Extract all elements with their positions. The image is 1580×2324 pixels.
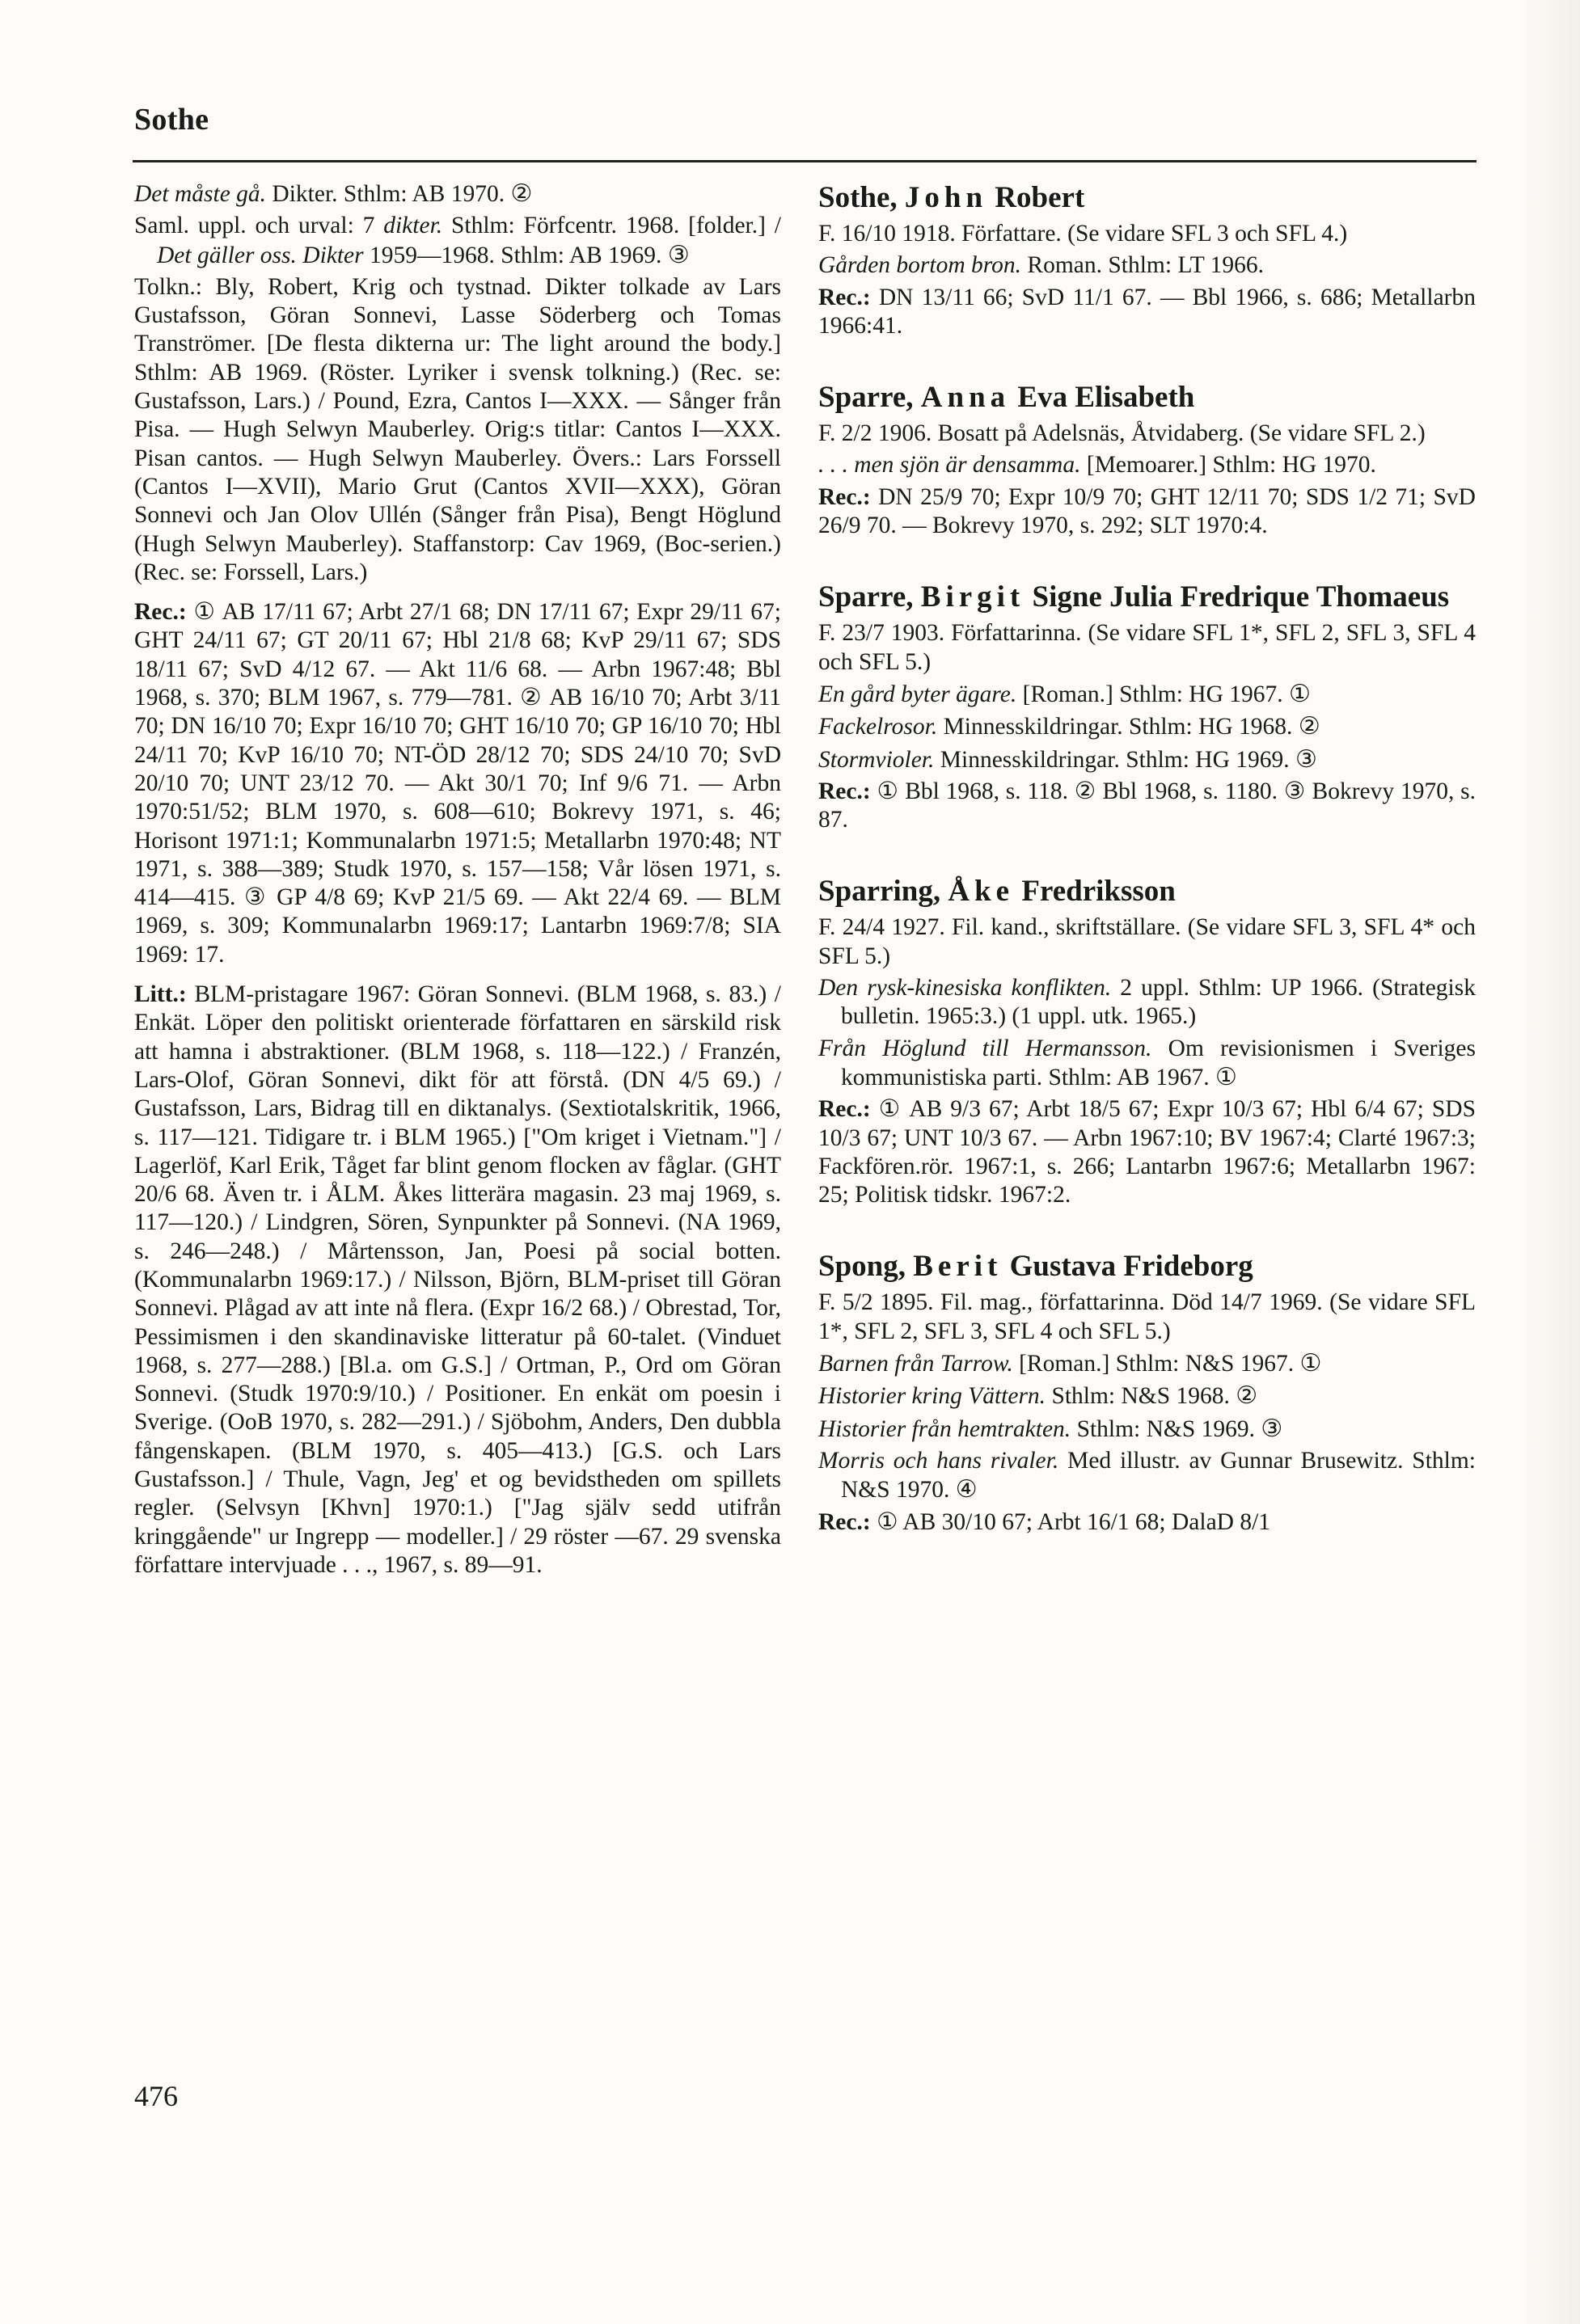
- author-surname: Spong,: [818, 1250, 914, 1284]
- author-surname: Sparre,: [818, 580, 921, 614]
- author-heading: [818, 579, 1476, 616]
- author-bio: F. 16/10 1918. Författare. (Se vidare SFL 3 och SFL 4.): [818, 221, 1348, 247]
- work-details: Minnesskildringar. Sthlm: HG 1969.: [934, 746, 1290, 773]
- work-details: [Memoarer.] Sthlm: HG 1970.: [1080, 452, 1376, 479]
- author-surname: Sothe,: [818, 181, 905, 214]
- work-entry: [134, 212, 781, 270]
- page-edge-shadow: [1523, 0, 1580, 2324]
- work-entry: [818, 680, 1476, 709]
- reviews-paragraph: [134, 598, 781, 969]
- reviews-label: Rec.:: [818, 1096, 871, 1123]
- author-entry: [818, 379, 1476, 540]
- author-entry: [818, 179, 1476, 340]
- work-entry: [818, 1349, 1476, 1378]
- reviews-text: ① AB 9/3 67; Arbt 18/5 67; Expr 10/3 67; Hbl 6/4 67; SDS 10/3 67; UNT 10/3 67. — Arbn 1967:10; BV 1967:4; Clarté 1967:3; Fackfören.rör. 1967:1, s. 266; Lantarbn 1967:6; Metallarbn 1967: 25; Politisk tidskr. 1967:2.: [818, 1096, 1476, 1208]
- work-entry: [818, 712, 1476, 741]
- work-entry: [818, 1035, 1476, 1093]
- reference-mark: ②: [1236, 1382, 1258, 1410]
- author-callname: Åke: [948, 875, 1015, 909]
- author-given-names: Robert: [987, 181, 1085, 214]
- author-given-names: Eva Elisabeth: [1010, 381, 1195, 415]
- work-title: Gården bortom bron.: [818, 252, 1022, 279]
- reviews-text: ① AB 30/10 67; Arbt 16/1 68; DalaD 8/1: [870, 1508, 1271, 1535]
- author-heading: [818, 179, 1476, 217]
- reviews-label: Rec.:: [818, 483, 871, 510]
- reviews-paragraph: [818, 1095, 1476, 1209]
- author-heading: [818, 873, 1476, 910]
- reference-mark: ②: [510, 180, 533, 207]
- work-details: Dikter. Sthlm: AB 1970.: [266, 181, 505, 207]
- work-entry: [818, 1447, 1476, 1505]
- author-bio: F. 2/2 1906. Bosatt på Adelsnäs, Åtvidaberg. (Se vidare SFL 2.): [818, 420, 1426, 447]
- work-details: 2 uppl. Sthlm: UP 1966. (Strategisk bulletin. 1965:3.) (1 uppl. utk. 1965.): [841, 975, 1476, 1030]
- author-surname: Sparring,: [818, 875, 948, 909]
- work-details: Med illustr. av Gunnar Brusewitz. Sthlm: N&S 1970.: [841, 1447, 1476, 1504]
- reviews-text: ① AB 17/11 67; Arbt 27/1 68; DN 17/11 67; Expr 29/11 67; GHT 24/11 67; GT 20/11 67; Hbl 21/8 68; KvP 29/11 67; SDS 18/11 67; SvD 4/12 67. — Akt 11/6 68. — Arbn 1967:48; Bbl 1968, s. 370; BLM 1967, s. 779—781. ② AB 16/10 70; Arbt 3/11 70; DN 16/10 70; Expr 16/10 70; GHT 16/10 70; GP 16/10 70; Hbl 24/11 70; KvP 16/10 70; NT-ÖD 28/12 70; SDS 24/10 70; SvD 20/10 70; UNT 23/12 70. — Akt 30/1 70; Inf 9/6 71. — Arbn 1970:51/52; BLM 1970, s. 608—610; Bokrevy 1971, s. 46; Horisont 1971:1; Kommunalarbn 1971:5; Metallarbn 1970:48; NT 1971, s. 388—389; Studk 1970, s. 157—158; Vår lösen 1971, s. 414—415. ③ GP 4/8 69; KvP 21/5 69. — Akt 22/4 69. — BLM 1969, s. 309; Kommunalarbn 1969:17; Lantarbn 1969:7/8; SIA 1969: 17.: [134, 599, 781, 968]
- work-title: Stormvioler.: [818, 746, 935, 773]
- work-entry: [818, 1381, 1476, 1411]
- author-given-names: Signe Julia Fredrique Thomaeus: [1024, 580, 1450, 614]
- translations-paragraph: Tolkn.: Bly, Robert, Krig och tystnad. Dikter tolkade av Lars Gustafsson, Göran Sonnevi, Lasse Söderberg och Tomas Tranströmer. [De flesta dikterna ur: The light around the body.] Sthlm: AB 1969. (Röster. Lyriker i svensk tolkning.) (Rec. se: Gustafsson, Lars.) / Pound, Ezra, Cantos I—XXX. — Sånger från Pisa. — Hugh Selwyn Mauberley. Orig:s titlar: Cantos I—XXX. Pisan cantos. — Hugh Selwyn Mauberley. Övers.: Lars Forssell (Cantos I—XVII), Mario Grut (Cantos XVII—XXX), Göran Sonnevi och Jan Olov Ullén (Sånger från Pisa), Bengt Höglund (Hugh Selwyn Mauberley). Staffanstorp: Cav 1969, (Boc-serien.) (Rec. se: Forssell, Lars.): [134, 273, 781, 585]
- work-title: Morris och hans rivaler.: [818, 1447, 1059, 1474]
- author-entry: [818, 579, 1476, 834]
- reviews-paragraph: [818, 1508, 1476, 1537]
- work-entry: [818, 251, 1476, 280]
- work-details: Om revisionismen i Sveriges kommunistiska parti. Sthlm: AB 1967.: [841, 1035, 1476, 1090]
- reviews-label: Rec.:: [134, 599, 187, 626]
- running-head: Sothe: [134, 103, 209, 137]
- right-column: [818, 179, 1476, 1575]
- reviews-paragraph: [818, 483, 1476, 541]
- author-heading: [818, 379, 1476, 416]
- left-column: [134, 179, 781, 1591]
- reviews-paragraph: [818, 778, 1476, 835]
- reviews-label: Rec.:: [818, 778, 871, 804]
- page-number: 476: [134, 2080, 178, 2112]
- reference-mark: ③: [1261, 1415, 1283, 1442]
- work-title: Historier från hemtrakten.: [818, 1415, 1071, 1442]
- work-details: Sthlm: N&S 1968.: [1046, 1383, 1230, 1410]
- work-entry: [818, 451, 1476, 479]
- author-entry: [818, 873, 1476, 1209]
- reference-mark: ③: [667, 241, 690, 268]
- work-title: Det gäller oss. Dikter: [157, 242, 364, 268]
- work-entry: [134, 179, 781, 209]
- reference-mark: ①: [1215, 1063, 1237, 1090]
- author-entry: [818, 1248, 1476, 1536]
- author-callname: John: [904, 181, 988, 214]
- work-title: dikter.: [383, 213, 443, 239]
- reference-mark: ②: [1298, 713, 1320, 740]
- work-details: Minnesskildringar. Sthlm: HG 1968.: [937, 714, 1293, 740]
- author-bio: F. 23/7 1903. Författarinna. (Se vidare SFL 1*, SFL 2, SFL 3, SFL 4 och SFL 5.): [818, 620, 1476, 675]
- author-surname: Sparre,: [818, 381, 921, 415]
- work-entry: [818, 1415, 1476, 1444]
- reference-mark: ④: [955, 1476, 978, 1504]
- author-callname: Berit: [913, 1250, 1003, 1284]
- work-title: En gård byter ägare.: [818, 681, 1017, 707]
- work-details: Roman. Sthlm: LT 1966.: [1021, 252, 1264, 279]
- author-callname: Anna: [920, 381, 1011, 415]
- work-details: 1959—1968. Sthlm: AB 1969.: [363, 242, 662, 268]
- work-details: [Roman.] Sthlm: N&S 1967.: [1012, 1351, 1295, 1377]
- work-entry: [818, 745, 1476, 774]
- reviews-text: ① Bbl 1968, s. 118. ② Bbl 1968, s. 1180. ③ Bokrevy 1970, s. 87.: [818, 778, 1476, 833]
- author-given-names: Gustava Frideborg: [1002, 1250, 1253, 1284]
- reviews-label: Rec.:: [818, 1508, 871, 1535]
- literature-text: BLM-pristagare 1967: Göran Sonnevi. (BLM 1968, s. 83.) / Enkät. Löper den politiskt orienterade författaren en särskild risk att hamna i abstraktioner. (BLM 1968, s. 118—122.) / Franzén, Lars-Olof, Göran Sonnevi, dikt för att förstå. (DN 4/5 69.) / Gustafsson, Lars, Bidrag till en diktanalys. (Sextiotalskritik, 1966, s. 117—121. Tidigare tr. i BLM 1965.) ["Om kriget i Vietnam."] / Lagerlöf, Karl Erik, Tåget far blint genom flocken av fåglar. (GHT 20/6 68. Även tr. i ÅLM. Åkes litterära magasin. 23 maj 1969, s. 117—120.) / Lindgren, Sören, Synpunkter på Sonnevi. (NA 1969, s. 246—248.) / Mårtensson, Jan, Poesi på social botten. (Kommunalarbn 1969:17.) / Nilsson, Björn, BLM-priset till Göran Sonnevi. Plågad av att inte nå flera. (Expr 16/2 68.) / Obrestad, Tor, Pessimismen i den skandinaviske litteratur på 60-talet. (Vinduet 1968, s. 277—288.) [Bl.a. om G.S.] / Ortman, P., Ord om Göran Sonnevi. (Studk 1970:9/10.) / Positioner. En enkät om poesin i Sverige. (OoB 1970, s. 282—291.) / Sjöbohm, Anders, Den dubbla fångenskapen. (BLM 1970, s. 405—413.) [G.S. och Lars Gustafsson.] / Thule, Vagn, Jeg' et og bevidstheden om spillets regler. (Selvsyn [Khvn] 1970:1.) ["Jag själv sedd utifrån kringgående" ur Ingrepp — modeller.] / 29 röster —67. 29 svenska författare intervjuade . . ., 1967, s. 89—91.: [134, 981, 781, 1578]
- reviews-text: DN 13/11 66; SvD 11/1 67. — Bbl 1966, s. 686; Metallarbn 1966:41.: [818, 284, 1476, 339]
- work-prefix: Saml. uppl. och urval: 7: [134, 213, 384, 239]
- work-details: Sthlm: Förfcentr. 1968. [folder.] /: [442, 213, 781, 239]
- work-title: Historier kring Vättern.: [818, 1383, 1046, 1410]
- header-rule: [133, 160, 1476, 162]
- reference-mark: ①: [1289, 680, 1311, 707]
- literature-paragraph: [134, 981, 781, 1580]
- reference-mark: ①: [1299, 1350, 1322, 1377]
- author-bio: F. 5/2 1895. Fil. mag., författarinna. Död 14/7 1969. (Se vidare SFL 1*, SFL 2, SFL 3, SFL 4 och SFL 5.): [818, 1289, 1476, 1344]
- author-heading: [818, 1248, 1476, 1285]
- work-title: Barnen från Tarrow.: [818, 1351, 1013, 1377]
- work-entry: [818, 974, 1476, 1031]
- work-details: [Roman.] Sthlm: HG 1967.: [1016, 681, 1283, 707]
- reference-mark: ③: [1295, 745, 1317, 773]
- literature-label: Litt.:: [134, 981, 187, 1008]
- work-title: Fackelrosor.: [818, 714, 938, 740]
- work-title: Den rysk-kinesiska konflikten.: [818, 975, 1112, 1002]
- work-title: Det måste gå.: [134, 181, 267, 207]
- reviews-text: DN 25/9 70; Expr 10/9 70; GHT 12/11 70; SDS 1/2 71; SvD 26/9 70. — Bokrevy 1970, s. 292; SLT 1970:4.: [818, 483, 1476, 539]
- work-title: . . . men sjön är densamma.: [818, 452, 1081, 479]
- author-callname: Birgit: [920, 580, 1025, 614]
- author-bio: F. 24/4 1927. Fil. kand., skriftställare. (Se vidare SFL 3, SFL 4* och SFL 5.): [818, 914, 1476, 969]
- work-details: Sthlm: N&S 1969.: [1071, 1415, 1256, 1442]
- work-title: Från Höglund till Hermansson.: [818, 1035, 1152, 1061]
- reviews-label: Rec.:: [818, 284, 871, 310]
- reviews-paragraph: [818, 284, 1476, 341]
- author-given-names: Fredriksson: [1014, 875, 1176, 909]
